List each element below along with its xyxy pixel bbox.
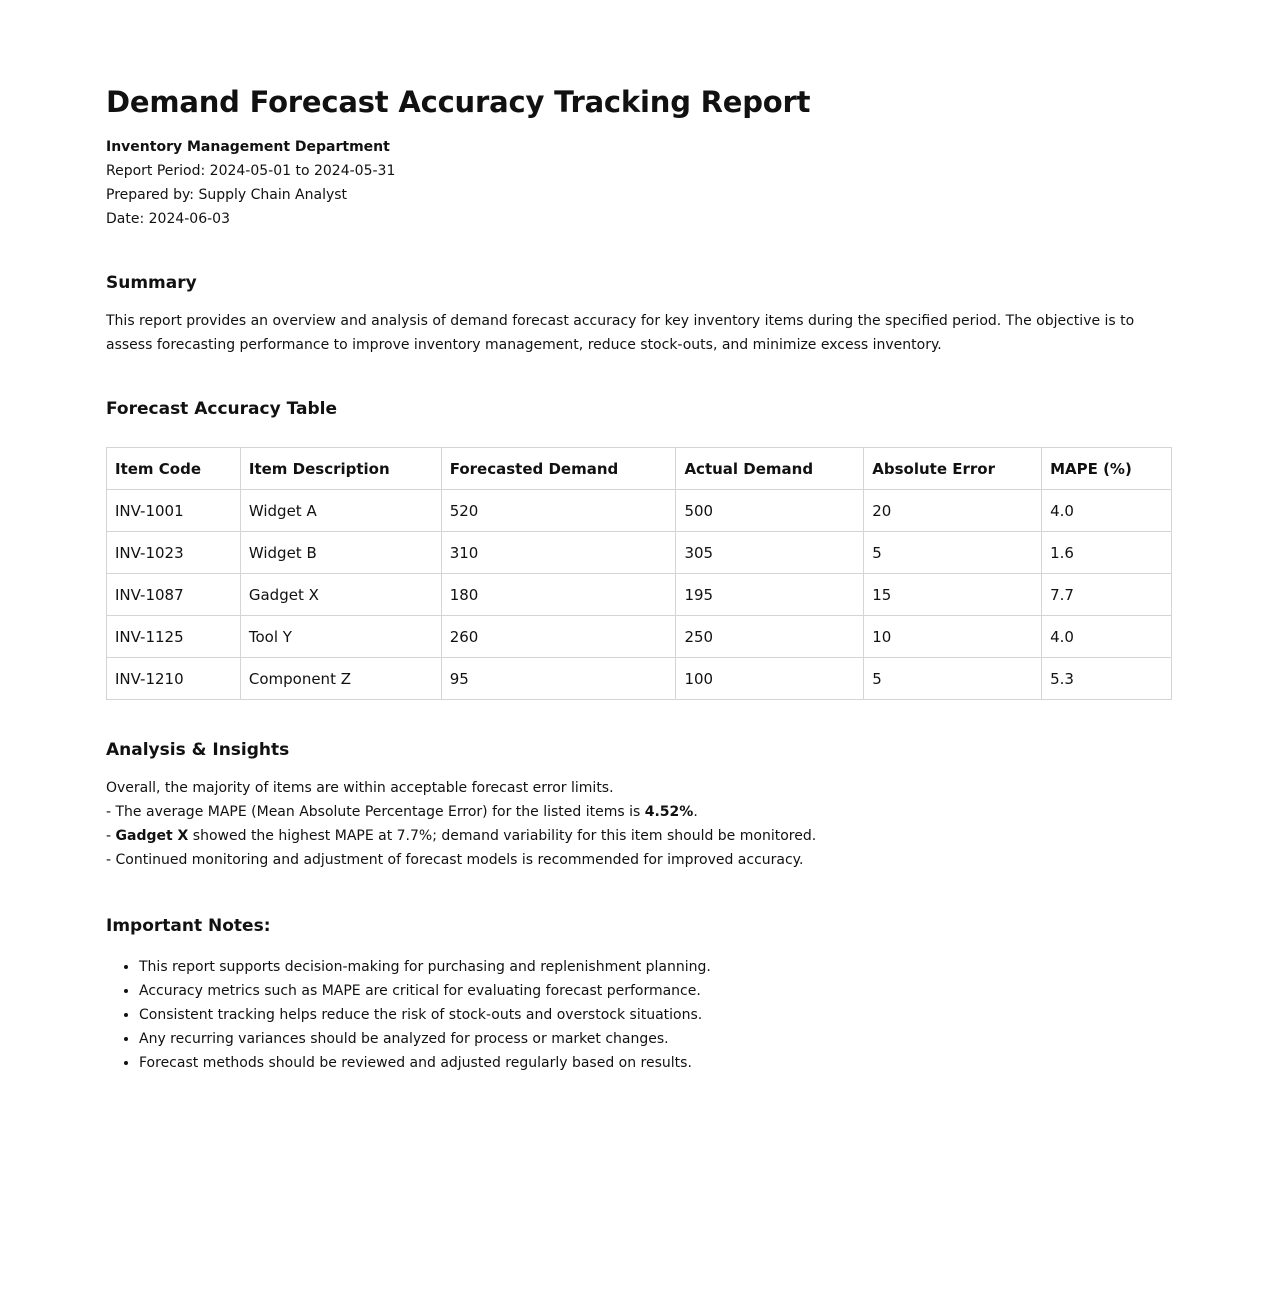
mape-cell: 5.3 bbox=[1042, 658, 1172, 700]
actual-demand-cell: 305 bbox=[676, 532, 864, 574]
notes-list bbox=[106, 955, 1172, 1075]
table-heading: Forecast Accuracy Table bbox=[106, 399, 337, 419]
analysis-body bbox=[106, 776, 1172, 872]
mape-cell: 1.6 bbox=[1042, 532, 1172, 574]
absolute-error-cell: 5 bbox=[864, 532, 1042, 574]
actual-demand-cell: 195 bbox=[676, 574, 864, 616]
report-date: Date: 2024-06-03 bbox=[106, 211, 230, 227]
summary-text: This report provides an overview and analysis of demand forecast accuracy for key inventory items during the specified period. The objective is to assess forecasting performance to improve inventory management, reduce stock-outs, and minimize excess inventory. bbox=[106, 313, 1135, 353]
item-description-cell: Component Z bbox=[240, 658, 441, 700]
prepared-by: Prepared by: Supply Chain Analyst bbox=[106, 187, 348, 203]
column-header: Item Code bbox=[107, 448, 241, 490]
absolute-error-cell: 5 bbox=[864, 658, 1042, 700]
list-item: • Accuracy metrics such as MAPE are critical for evaluating forecast performance. bbox=[139, 979, 1172, 1003]
analysis-text: . bbox=[693, 804, 698, 820]
item-description-cell: Widget B bbox=[240, 532, 441, 574]
analysis-text: - bbox=[106, 828, 116, 844]
notes-heading: Important Notes: bbox=[106, 916, 271, 936]
item-code-cell: INV-1210 bbox=[107, 658, 241, 700]
analysis-text: - The average MAPE (Mean Absolute Percentage Error) for the listed items is bbox=[106, 804, 645, 820]
column-header: Actual Demand bbox=[676, 448, 864, 490]
list-item: • Consistent tracking helps reduce the risk of stock-outs and overstock situations. bbox=[139, 1003, 1172, 1027]
mape-cell: 4.0 bbox=[1042, 616, 1172, 658]
item-code-cell: INV-1001 bbox=[107, 490, 241, 532]
actual-demand-cell: 500 bbox=[676, 490, 864, 532]
forecasted-demand-cell: 520 bbox=[441, 490, 676, 532]
mape-cell: 7.7 bbox=[1042, 574, 1172, 616]
analysis-intro: Overall, the majority of items are within acceptable forecast error limits. bbox=[106, 780, 614, 796]
table-row bbox=[107, 658, 1172, 700]
actual-demand-cell: 250 bbox=[676, 616, 864, 658]
absolute-error-cell: 10 bbox=[864, 616, 1042, 658]
absolute-error-cell: 15 bbox=[864, 574, 1042, 616]
forecast-accuracy-table bbox=[106, 447, 1172, 700]
summary-heading: Summary bbox=[106, 273, 197, 293]
analysis-line-highest-mape bbox=[106, 824, 1172, 848]
mape-cell: 4.0 bbox=[1042, 490, 1172, 532]
forecasted-demand-cell: 180 bbox=[441, 574, 676, 616]
department-label: Inventory Management Department bbox=[106, 139, 390, 155]
list-item: • Forecast methods should be reviewed and adjusted regularly based on results. bbox=[139, 1051, 1172, 1075]
list-item: • Any recurring variances should be analyzed for process or market changes. bbox=[139, 1027, 1172, 1051]
item-description-cell: Gadget X bbox=[240, 574, 441, 616]
table-header-row bbox=[107, 448, 1172, 490]
table-row bbox=[107, 490, 1172, 532]
column-header: Item Description bbox=[240, 448, 441, 490]
forecasted-demand-cell: 95 bbox=[441, 658, 676, 700]
absolute-error-cell: 20 bbox=[864, 490, 1042, 532]
item-code-cell: INV-1125 bbox=[107, 616, 241, 658]
column-header: Absolute Error bbox=[864, 448, 1042, 490]
analysis-heading: Analysis & Insights bbox=[106, 740, 290, 760]
analysis-text: showed the highest MAPE at 7.7%; demand variability for this item should be monitored. bbox=[188, 828, 817, 844]
item-code-cell: INV-1023 bbox=[107, 532, 241, 574]
column-header: MAPE (%) bbox=[1042, 448, 1172, 490]
table-row bbox=[107, 574, 1172, 616]
table-row bbox=[107, 616, 1172, 658]
item-description-cell: Widget A bbox=[240, 490, 441, 532]
report-period: Report Period: 2024-05-01 to 2024-05-31 bbox=[106, 163, 396, 179]
page-title: Demand Forecast Accuracy Tracking Report bbox=[106, 85, 811, 119]
actual-demand-cell: 100 bbox=[676, 658, 864, 700]
highlighted-item: Gadget X bbox=[115, 828, 189, 844]
average-mape-value: 4.52% bbox=[644, 804, 694, 820]
report-meta bbox=[106, 135, 1172, 231]
analysis-line-recommendation: - Continued monitoring and adjustment of forecast models is recommended for improved accuracy. bbox=[106, 852, 804, 868]
list-item: • This report supports decision-making for purchasing and replenishment planning. bbox=[139, 955, 1172, 979]
table-row bbox=[107, 532, 1172, 574]
item-description-cell: Tool Y bbox=[240, 616, 441, 658]
analysis-line-average-mape bbox=[106, 800, 1172, 824]
column-header: Forecasted Demand bbox=[441, 448, 676, 490]
forecasted-demand-cell: 310 bbox=[441, 532, 676, 574]
forecasted-demand-cell: 260 bbox=[441, 616, 676, 658]
item-code-cell: INV-1087 bbox=[107, 574, 241, 616]
